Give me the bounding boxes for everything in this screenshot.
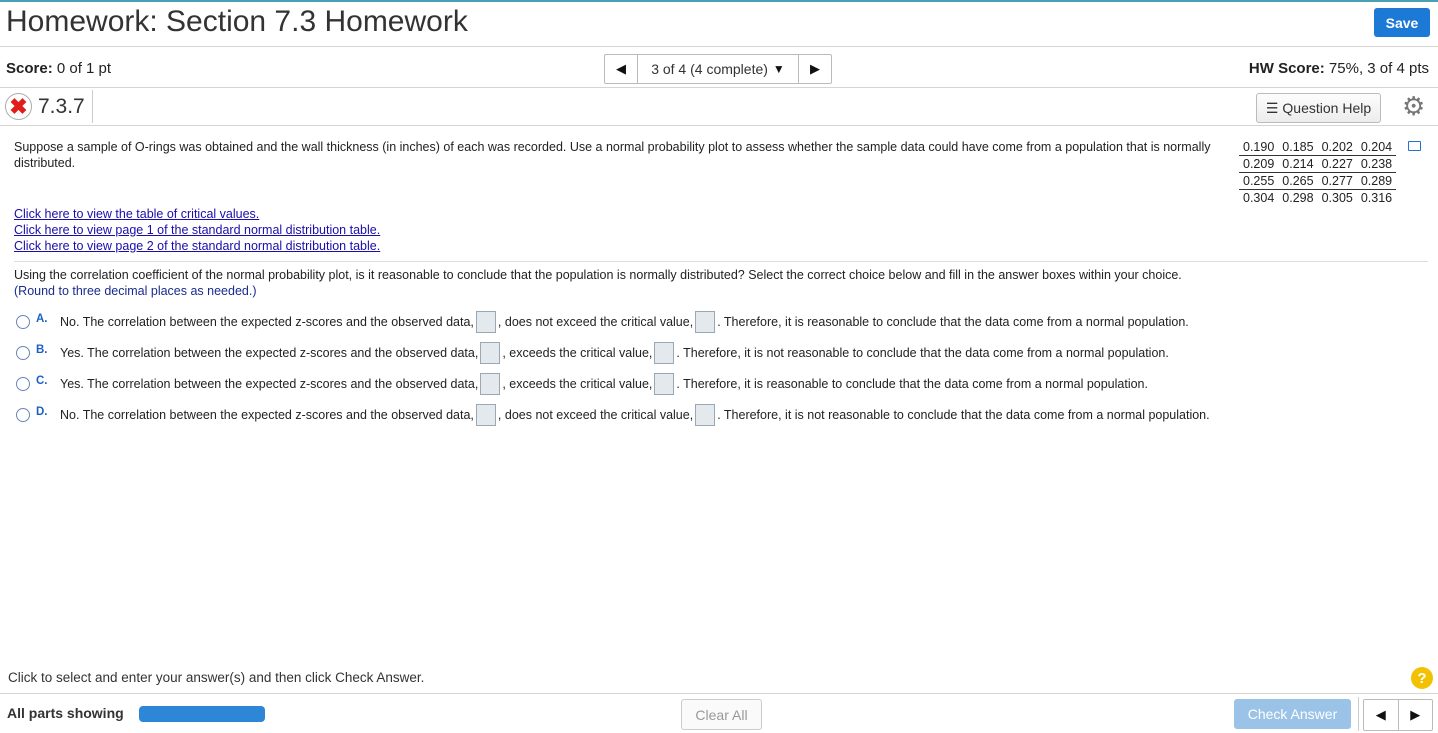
- bottom-question-navigator: [1363, 699, 1433, 731]
- check-answer-button[interactable]: Check Answer: [1234, 699, 1351, 729]
- choice-c-radio[interactable]: [16, 377, 30, 391]
- previous-question-button[interactable]: [1364, 700, 1398, 730]
- save-button[interactable]: Save: [1374, 8, 1430, 37]
- choice-letter: B.: [36, 344, 48, 356]
- table-cell: 0.255: [1239, 173, 1278, 190]
- critical-value-answer-box[interactable]: [654, 342, 674, 364]
- divider: [0, 46, 1438, 47]
- score-value: 0 of 1 pt: [56, 60, 112, 77]
- list-icon: ☰: [1265, 99, 1279, 116]
- table-cell: 0.209: [1239, 156, 1278, 173]
- data-table: [1239, 139, 1396, 206]
- question-ask: [14, 267, 1182, 299]
- progress-fill: [139, 706, 265, 722]
- hw-score-display: [1249, 60, 1429, 77]
- table-cell: 0.238: [1357, 156, 1396, 173]
- parts-showing-label: All parts showing: [7, 705, 124, 721]
- table-cell: 0.190: [1239, 139, 1278, 156]
- choice-text: , does not exceed the critical value,: [497, 315, 694, 329]
- divider: [92, 90, 93, 123]
- critical-value-answer-box[interactable]: [695, 404, 715, 426]
- normal-table-page1-link[interactable]: Click here to view page 1 of the standard normal distribution table.: [14, 223, 381, 237]
- parts-progress-bar: [139, 706, 265, 722]
- question-navigator: [604, 54, 832, 84]
- question-prompt: Suppose a sample of O-rings was obtained and the wall thickness (in inches) of each was recorded. Use a normal probability plot to assess whether the sample data could have come from a population that is normally distributed.: [14, 140, 1211, 170]
- table-cell: 0.202: [1318, 139, 1357, 156]
- table-row: [1239, 190, 1396, 207]
- hw-score-value: 75%, 3 of 4 pts: [1328, 60, 1429, 77]
- previous-question-button[interactable]: [605, 55, 637, 83]
- choice-a-radio[interactable]: [16, 315, 30, 329]
- rounding-instruction: (Round to three decimal places as needed.): [14, 284, 257, 298]
- divider: [14, 261, 1428, 262]
- choice-text: Yes. The correlation between the expected z-scores and the observed data,: [60, 346, 479, 360]
- question-help-label: Question Help: [1282, 100, 1372, 116]
- table-cell: 0.304: [1243, 191, 1275, 205]
- triangle-right-icon: ▶: [1410, 707, 1421, 722]
- table-row: [1239, 156, 1396, 173]
- choice-text: . Therefore, it is not reasonable to conclude that the data come from a normal population.: [717, 408, 1210, 422]
- question-help-button[interactable]: [1256, 93, 1381, 123]
- resource-links: [14, 206, 380, 254]
- incorrect-x-icon: ✖: [5, 93, 32, 120]
- divider: [0, 125, 1438, 126]
- critical-values-link[interactable]: Click here to view the table of critical values.: [14, 207, 260, 221]
- gear-icon[interactable]: ⚙: [1402, 91, 1426, 121]
- correlation-answer-box[interactable]: [480, 373, 500, 395]
- table-cell: 0.265: [1278, 173, 1317, 190]
- normal-table-page2-link[interactable]: Click here to view page 2 of the standard normal distribution table.: [14, 239, 381, 253]
- divider: [1358, 697, 1359, 731]
- help-question-icon[interactable]: ?: [1411, 667, 1433, 689]
- question-selector-dropdown[interactable]: [637, 55, 799, 83]
- choice-text: . Therefore, it is not reasonable to conclude that the data come from a normal population.: [676, 346, 1169, 360]
- next-question-button[interactable]: [799, 55, 831, 83]
- score-display: [6, 60, 111, 77]
- choice-a: [16, 311, 1189, 333]
- choice-text: . Therefore, it is reasonable to conclude that the data come from a normal population.: [676, 377, 1148, 391]
- table-cell: 0.227: [1318, 156, 1357, 173]
- choice-text: No. The correlation between the expected z-scores and the observed data,: [60, 315, 474, 329]
- choice-b-radio[interactable]: [16, 346, 30, 360]
- caret-down-icon: ▼: [772, 62, 785, 76]
- question-number: 7.3.7: [38, 94, 85, 118]
- next-question-button[interactable]: [1398, 700, 1433, 730]
- table-cell: 0.277: [1318, 173, 1357, 190]
- choice-text: . Therefore, it is reasonable to conclude that the data come from a normal population.: [717, 315, 1189, 329]
- clear-all-button[interactable]: Clear All: [681, 699, 762, 730]
- table-row: [1239, 173, 1396, 190]
- choice-d-radio[interactable]: [16, 408, 30, 422]
- critical-value-answer-box[interactable]: [654, 373, 674, 395]
- choice-text: , exceeds the critical value,: [502, 346, 653, 360]
- correlation-answer-box[interactable]: [476, 311, 496, 333]
- choice-letter: C.: [36, 375, 48, 387]
- top-accent-line: [0, 0, 1438, 2]
- table-row: [1239, 139, 1396, 156]
- question-position: 3 of 4 (4 complete): [651, 61, 768, 77]
- choice-letter: A.: [36, 313, 48, 325]
- table-cell: 0.214: [1278, 156, 1317, 173]
- copy-data-icon[interactable]: [1408, 141, 1421, 151]
- table-cell: 0.316: [1360, 191, 1393, 205]
- hw-score-label: HW Score:: [1248, 60, 1325, 77]
- choice-text: , exceeds the critical value,: [502, 377, 653, 391]
- table-cell: 0.204: [1357, 139, 1396, 156]
- choice-b: [16, 342, 1169, 364]
- table-cell: 0.289: [1357, 173, 1396, 190]
- triangle-left-icon: ◀: [1375, 707, 1386, 722]
- divider: [0, 693, 1438, 694]
- divider: [0, 87, 1438, 88]
- choice-text: No. The correlation between the expected z-scores and the observed data,: [60, 408, 474, 422]
- table-cell: 0.185: [1278, 139, 1317, 156]
- triangle-left-icon: ◀: [616, 61, 626, 76]
- question-text: Using the correlation coefficient of the normal probability plot, is it reasonable to conclude that the population is normally distributed? Select the correct choice below and fill in the answer boxes within your choice.: [14, 268, 1182, 282]
- correlation-answer-box[interactable]: [480, 342, 500, 364]
- choice-c: [16, 373, 1148, 395]
- footer-instruction: Click to select and enter your answer(s) and then click Check Answer.: [8, 670, 425, 685]
- critical-value-answer-box[interactable]: [695, 311, 715, 333]
- table-cell: 0.305: [1321, 191, 1353, 205]
- table-cell: 0.298: [1282, 191, 1314, 205]
- choice-text: Yes. The correlation between the expected z-scores and the observed data,: [60, 377, 479, 391]
- correlation-answer-box[interactable]: [476, 404, 496, 426]
- choice-letter: D.: [36, 406, 48, 418]
- question-id: [5, 93, 85, 120]
- choice-text: , does not exceed the critical value,: [497, 408, 694, 422]
- score-label: Score:: [6, 60, 53, 77]
- triangle-right-icon: ▶: [810, 61, 820, 76]
- choice-d: [16, 404, 1210, 426]
- page-title: Homework: Section 7.3 Homework: [6, 5, 468, 38]
